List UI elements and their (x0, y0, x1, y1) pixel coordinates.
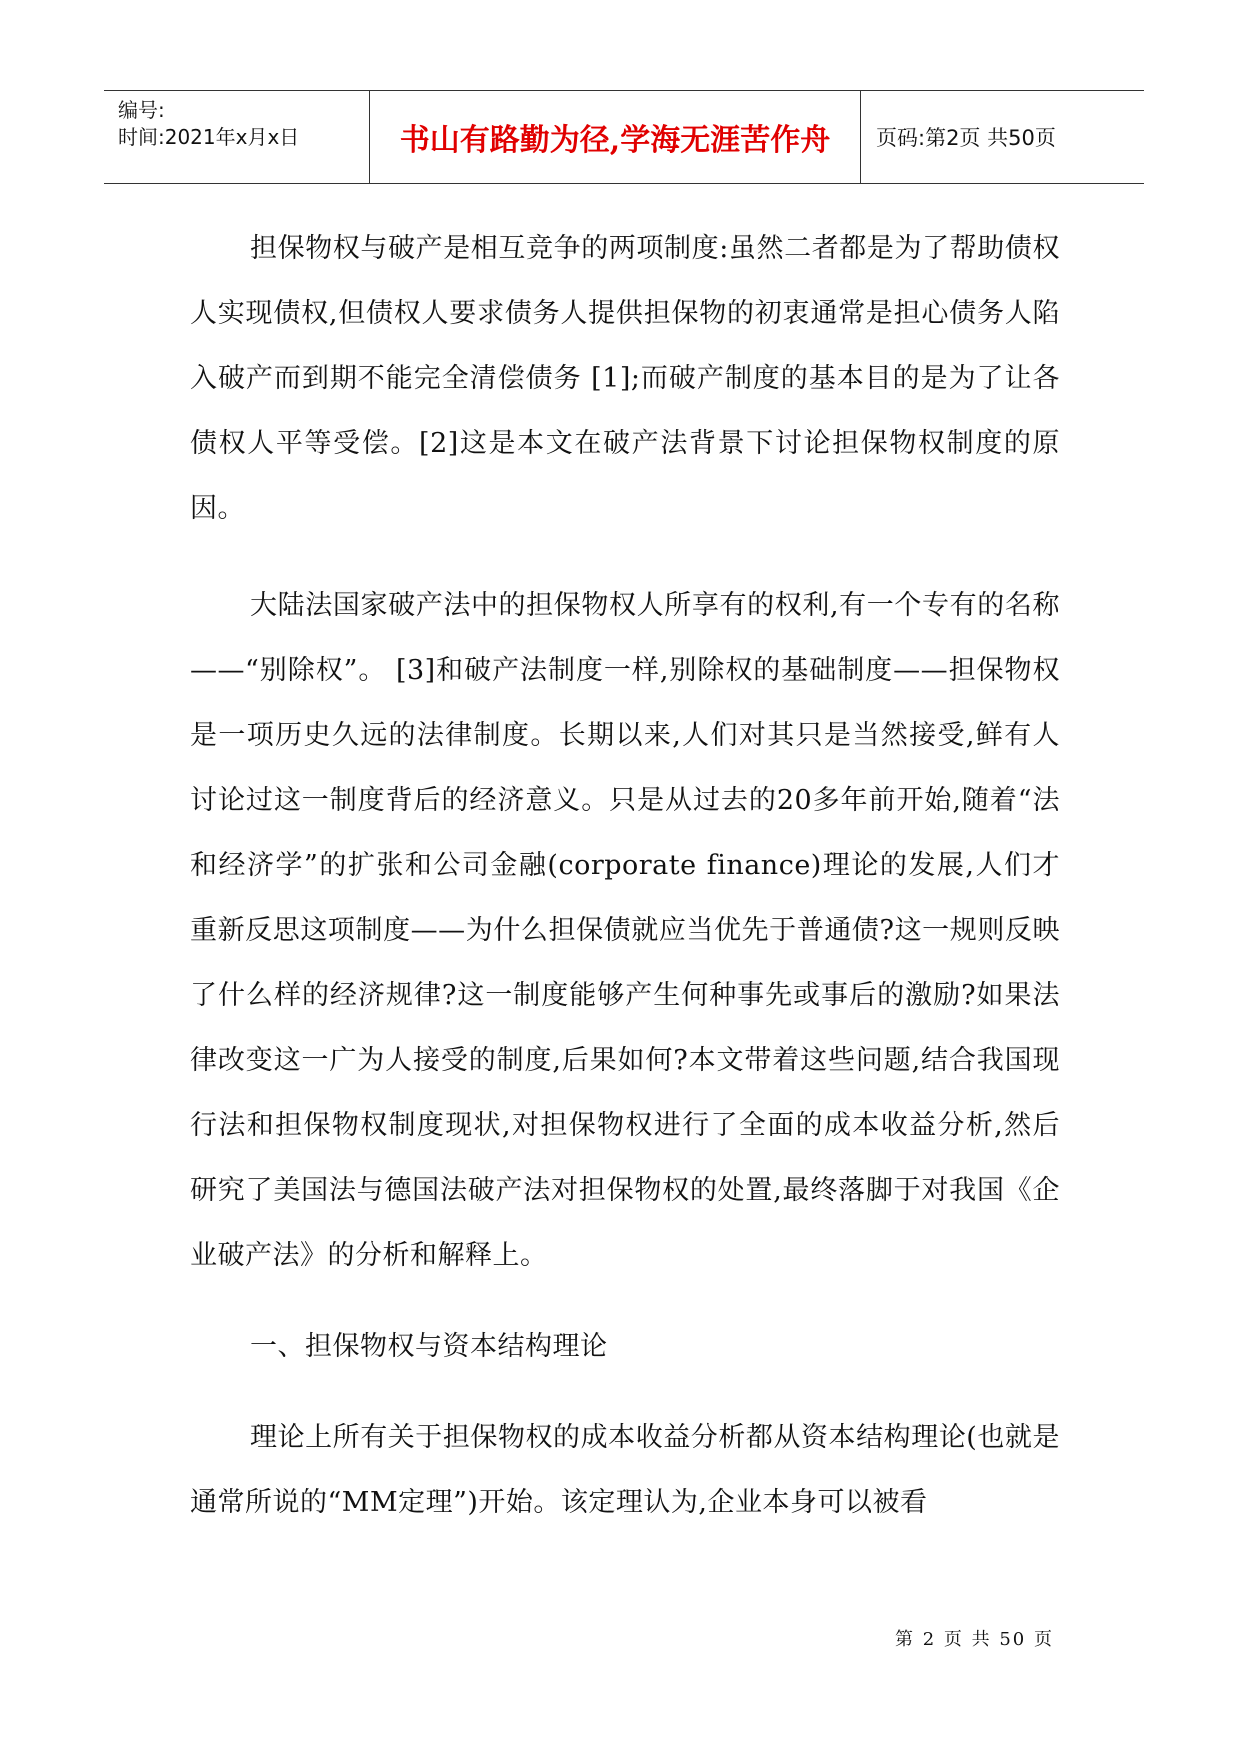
paragraph-intro: 担保物权与破产是相互竞争的两项制度:虽然二者都是为了帮助债权人实现债权,但债权人要求债务人提供担保物的初衷通常是担心债务人陷入破产而到期不能完全清偿债务 [1];而破产制度的基本目的是为了让各债权人平等受偿。[2]这是本文在破产法背景下讨论担保物权制度的原因。 (190, 233, 1060, 524)
paragraph-spacer (190, 1379, 1060, 1405)
header-page-info: 页码:第2页 共50页 (876, 126, 1056, 150)
paragraph-background: 大陆法国家破产法中的担保物权人所享有的权利,有一个专有的名称——“别除权”。 [3]和破产法制度一样,别除权的基础制度——担保物权是一项历史久远的法律制度。长期以来,人们对其只是当然接受,鲜有人讨论过这一制度背后的经济意义。只是从过去的20多年前开始,随着“法和经济学”的扩张和公司金融(corporate finance)理论的发展,人们才重新反思这项制度——为什么担保债就应当优先于普通债?这一规则反映了什么样的经济规律?这一制度能够产生何种事先或事后的激励?如果法律改变这一广为人接受的制度,后果如何?本文带着这些问题,结合我国现行法和担保物权制度现状,对担保物权进行了全面的成本收益分析,然后研究了美国法与德国法破产法对担保物权的处置,最终落脚于对我国《企业破产法》的分析和解释上。 (190, 590, 1060, 1271)
section-heading: 一、担保物权与资本结构理论 (250, 1331, 608, 1362)
page-footer: 第 2 页 共 50 页 (895, 1629, 1054, 1650)
page-header (104, 90, 1144, 184)
document-body (190, 216, 1060, 1535)
paragraph-theory: 理论上所有关于担保物权的成本收益分析都从资本结构理论(也就是通常所说的“MM定理”)开始。该定理认为,企业本身可以被看 (190, 1422, 1060, 1518)
paragraph-spacer (190, 541, 1060, 573)
header-motto: 书山有路勤为径,学海无涯苦作舟 (399, 123, 831, 158)
header-divider (860, 91, 861, 183)
serial-number-label: 编号: (118, 98, 165, 122)
date-label: 时间:2021年x月x日 (118, 125, 300, 149)
header-meta (104, 91, 369, 183)
paragraph-spacer (190, 1288, 1060, 1314)
